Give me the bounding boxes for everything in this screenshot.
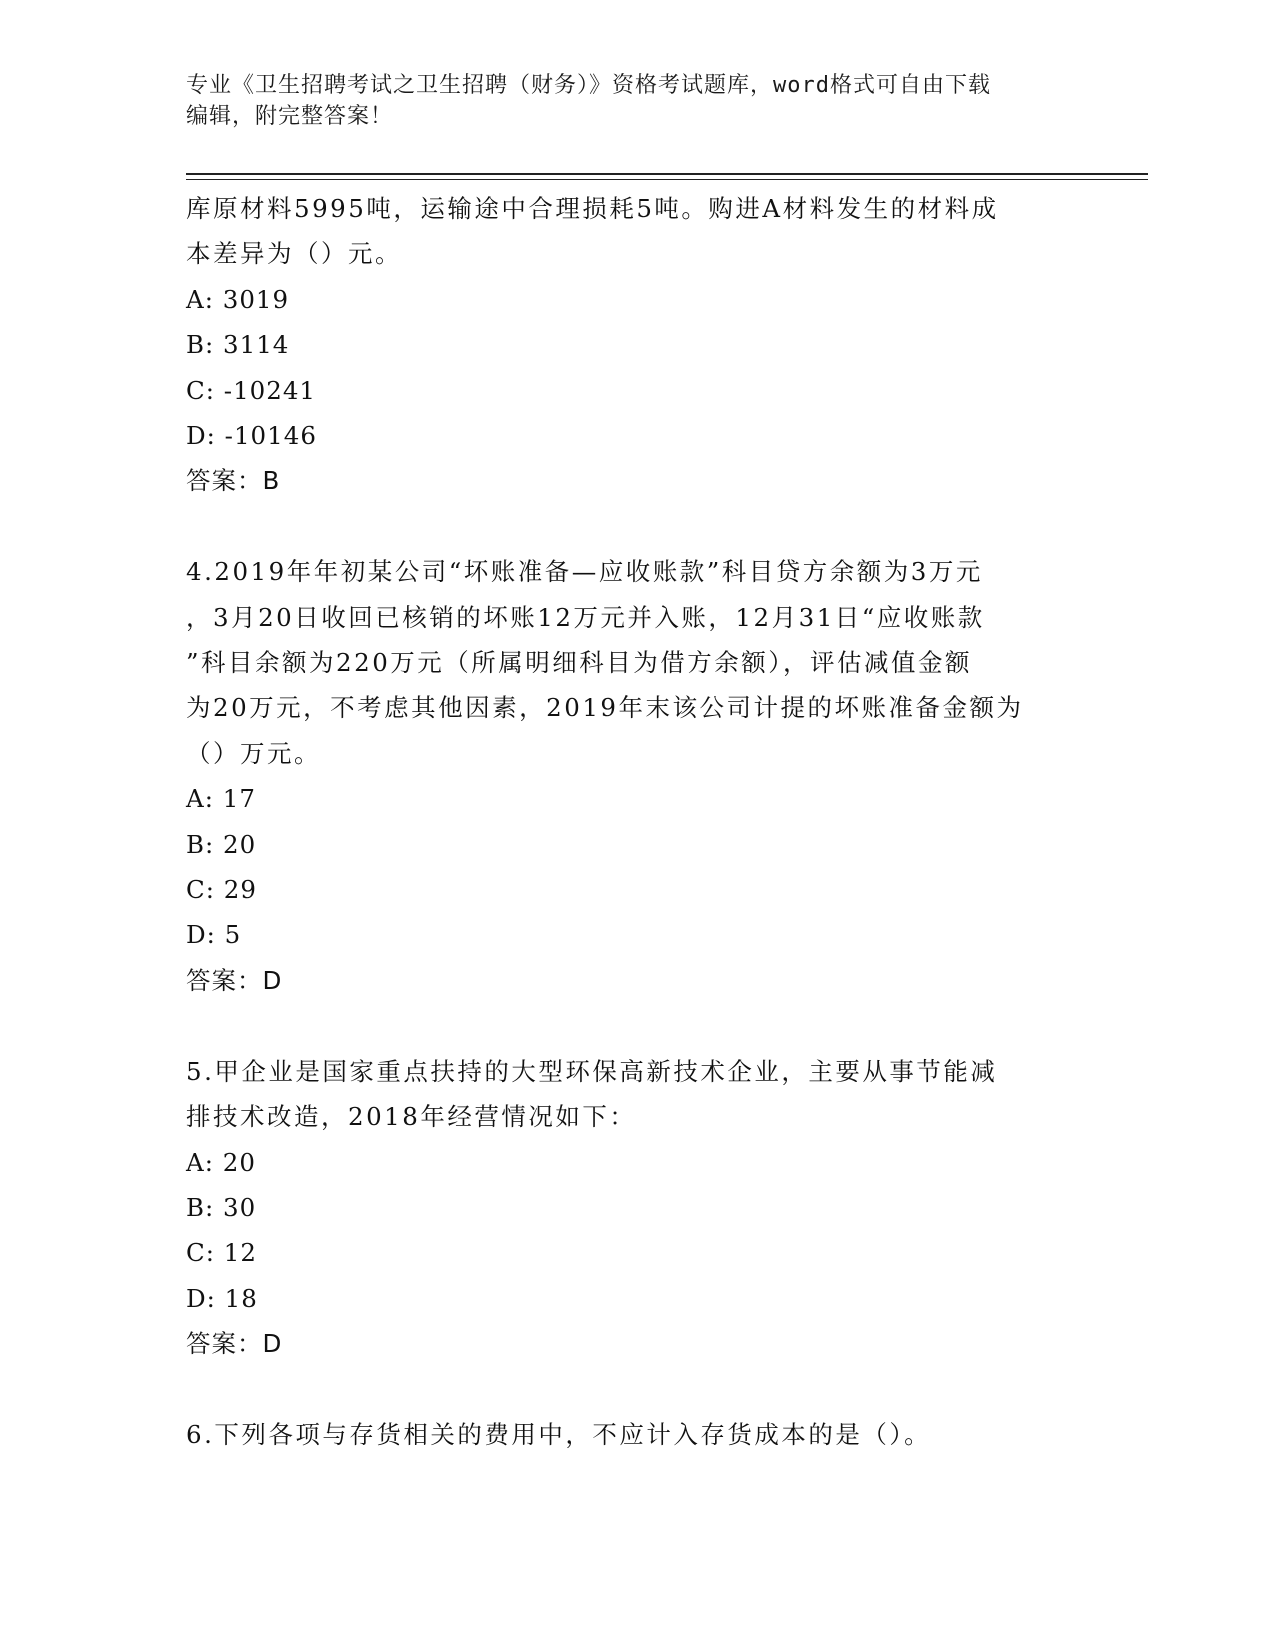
option-c: C: 12 bbox=[186, 1238, 257, 1268]
question-stem-line: 库原材料5995吨，运输途中合理损耗5吨。购进A材料发生的材料成 bbox=[186, 194, 999, 223]
header-line: 编辑，附完整答案！ bbox=[186, 104, 394, 129]
spacer bbox=[186, 504, 1086, 549]
option-d: D: -10146 bbox=[186, 421, 317, 451]
question-stem-line: ”科目余额为220万元（所属明细科目为借方余额），评估减值金额 bbox=[186, 648, 973, 678]
option-b: B: 30 bbox=[186, 1192, 257, 1222]
question-list bbox=[186, 186, 1086, 1457]
question-stem-line: ，3月20日收回已核销的坏账12万元并入账，12月31日“应收账款 bbox=[186, 602, 985, 632]
question-stem-line: 本差异为（）元。 bbox=[186, 239, 402, 269]
question-block bbox=[186, 549, 1086, 1003]
question-block bbox=[186, 1049, 1086, 1367]
option-a: A: 20 bbox=[186, 1147, 256, 1177]
question-stem-line: 6.下列各项与存货相关的费用中，不应计入存货成本的是（）。 bbox=[186, 1419, 932, 1449]
spacer bbox=[186, 1003, 1086, 1048]
question-block bbox=[186, 1412, 1086, 1457]
spacer bbox=[186, 1367, 1086, 1412]
page-header bbox=[186, 70, 1066, 132]
option-b: B: 20 bbox=[186, 829, 257, 859]
option-d: D: 5 bbox=[186, 920, 242, 950]
header-divider-thin bbox=[186, 179, 1148, 180]
question-stem-line: 5.甲企业是国家重点扶持的大型环保高新技术企业，主要从事节能减 bbox=[186, 1056, 998, 1086]
question-stem-line: （）万元。 bbox=[186, 738, 321, 768]
header-divider bbox=[186, 173, 1148, 175]
option-a: A: 3019 bbox=[186, 284, 290, 314]
option-b: B: 3114 bbox=[186, 330, 290, 360]
option-c: C: 29 bbox=[186, 875, 257, 905]
question-stem-line: 排技术改造，2018年经营情况如下： bbox=[186, 1102, 637, 1132]
question-block bbox=[186, 186, 1086, 504]
option-a: A: 17 bbox=[186, 784, 256, 814]
answer-label: 答案：D bbox=[186, 965, 283, 995]
answer-label: 答案：D bbox=[186, 1329, 283, 1359]
option-d: D: 18 bbox=[186, 1283, 258, 1313]
question-stem-line: 为20万元，不考虑其他因素，2019年末该公司计提的坏账准备金额为 bbox=[186, 693, 1024, 723]
question-stem-line: 4.2019年年初某公司“坏账准备—应收账款”科目贷方余额为3万元 bbox=[186, 557, 983, 587]
header-line: 专业《卫生招聘考试之卫生招聘（财务）》资格考试题库，word格式可自由下载 bbox=[186, 73, 991, 98]
answer-label: 答案：B bbox=[186, 466, 281, 496]
option-c: C: -10241 bbox=[186, 375, 317, 405]
